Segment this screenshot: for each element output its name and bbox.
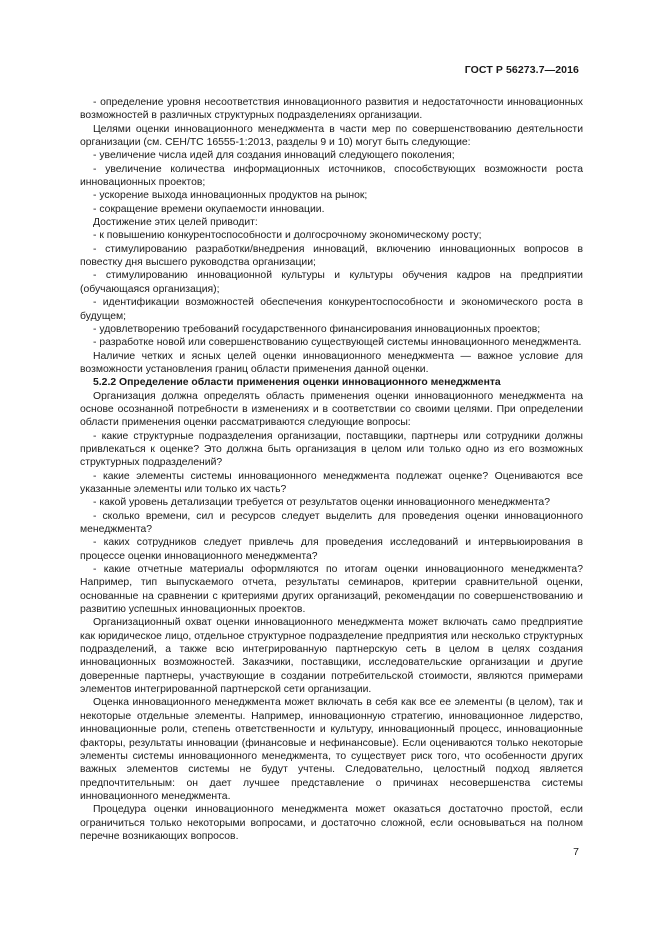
list-item: - какие элементы системы инновационного менеджмента подлежат оценке? Оцениваются все указанные элементы или только их часть? [80, 470, 583, 495]
list-item: - какой уровень детализации требуется от результатов оценки инновационного менеджмента? [93, 497, 550, 509]
list-item: - ускорение выхода инновационных продуктов на рынок; [93, 190, 368, 202]
paragraph-5: Организация должна определять область применения оценки инновационного менеджмента на основе осознанной потребности в изменениях и в соответствии со своими целями. При определении области применения оценки рассматриваются следующие вопросы: [80, 390, 583, 429]
list-item: - к повышению конкурентоспособности и долгосрочному экономическому росту; [93, 230, 482, 242]
paragraph-8: Процедура оценки инновационного менеджмента может оказаться достаточно простой, если ограничиться только некоторыми вопросами, и достаточно сложной, если основываться на полном перечне возникающих вопросов. [80, 804, 583, 842]
list-item: - увеличение числа идей для создания инноваций следующего поколения; [93, 150, 455, 162]
list-item: - сколько времени, сил и ресурсов следует выделить для проведения оценки инновационного менеджмента? [80, 510, 583, 535]
paragraph-1: - определение уровня несоответствия инновационного развития и недостаточности инновационных возможностей в различных структурных подразделениях организации. [80, 97, 583, 122]
paragraph-7: Оценка инновационного менеджмента может включать в себя как все ее элементы (в целом), так и некоторые отдельные элементы. Например, инновационную стратегию, инновационное лидерство, инновационные роли, степень ответственности и культуру, инновационный процесс, инновационные факторы, результаты инновации (финансовые и нефинансовые). Если оцениваются только некоторые элементы системы инновационного менеджмента, то существует риск того, что особенности других важных элементов системы не будут учтены. Следовательно, целостный подход является предпочтительным: он дает лучшее представление о причинах несовершенства системы инновационного менеджмента. [80, 697, 583, 802]
list-item: - разработке новой или совершенствованию существующей системы инновационного менеджмента. [93, 337, 582, 349]
list-item: - сокращение времени окупаемости инновации. [93, 203, 325, 215]
list-item: - каких сотрудников следует привлечь для проведения исследований и интервьюирования в процессе оценки инновационного менеджмента? [80, 537, 583, 562]
list-item: - какие отчетные материалы оформляются по итогам оценки инновационного менеджмента? Например, тип выпускаемого отчета, результаты семинаров, критерии сравнительной оценки, основанные на сравнении с критериями других организаций, рекомендации по совершенствованию и развитию успешных инновационных проектов. [80, 564, 583, 616]
section-heading: 5.2.2 Определение области применения оценки инновационного менеджмента [93, 377, 501, 389]
list-item: - удовлетворению требований государственного финансирования инновационных проектов; [93, 323, 541, 335]
page-body [80, 96, 583, 843]
paragraph-2: Целями оценки инновационного менеджмента в части мер по совершенствованию деятельности организации (см. CEH/TC 16555-1:2013, разделы 9 и 10) могут быть следующие: [80, 123, 583, 149]
paragraph-4: Наличие четких и ясных целей оценки инновационного менеджмента — важное условие для возможности установления границ области применения данной оценки. [80, 350, 583, 375]
list-item: - какие структурные подразделения организации, поставщики, партнеры или сотрудники должны привлекаться к оценке? Это должна быть организация в целом или только одно из его возможных структурных подразделений? [80, 430, 583, 469]
list-item: - увеличение количества информационных источников, способствующих возможности роста инновационных проектов; [80, 163, 583, 189]
document-header: ГОСТ Р 56273.7—2016 [464, 64, 579, 76]
list-item: - стимулированию разработки/внедрения инноваций, включению инновационных вопросов в повестку дня высшего руководства организации; [80, 243, 583, 269]
page-number: 7 [573, 846, 579, 858]
list-item: - идентификации возможностей обеспечения конкурентоспособности и экономического роста в будущем; [80, 297, 583, 322]
paragraph-6: Организационный охват оценки инновационного менеджмента может включать само предприятие как юридическое лицо, отдельное структурное подразделение предприятия или несколько структурных подразделений, а также всю интегрированную партнерскую сеть в целом в целях создания инновационных возможностей. Заказчики, поставщики, исследовательские организации и другие доверенные партнеры, участвующие в создании потребительской стоимости, являются примерами элементов интегрированной партнерской сети организации. [80, 617, 583, 696]
paragraph-3: Достижение этих целей приводит: [93, 217, 258, 229]
list-item: - стимулированию инновационной культуры и культуры обучения кадров на предприятии (обучающаяся организация); [80, 270, 583, 295]
